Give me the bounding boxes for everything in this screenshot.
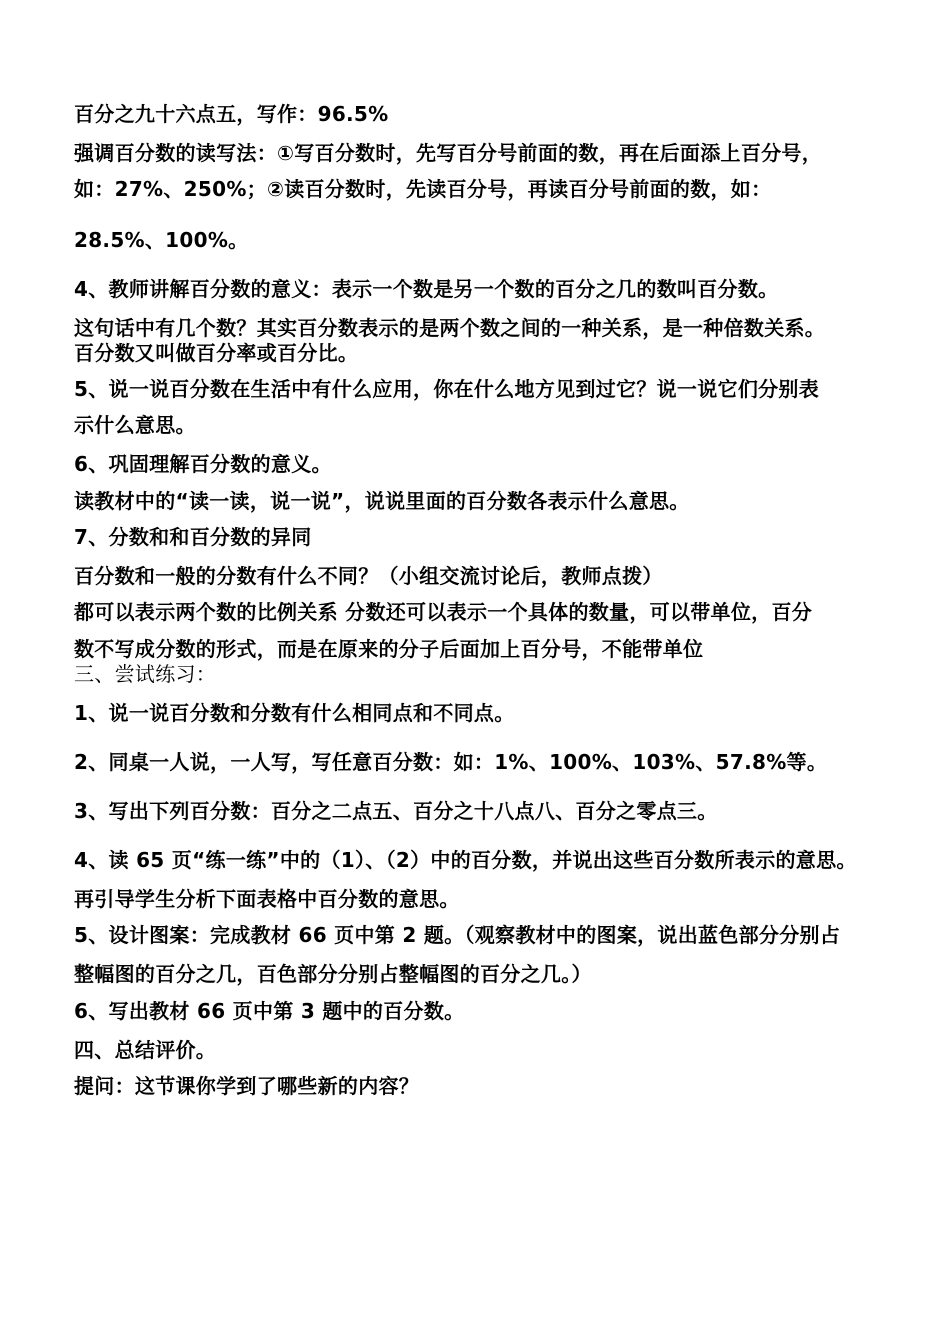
text-line-22: 5、设计图案：完成教材 66 页中第 2 题。（观察教材中的图案，说出蓝色部分分别占	[74, 923, 841, 947]
text-line-18: 2、同桌一人说，一人写，写任意百分数：如：1%、100%、103%、57.8%等。	[74, 750, 828, 774]
text-line-26: 提问：这节课你学到了哪些新的内容？	[74, 1074, 420, 1098]
text-line-23: 整幅图的百分之几，百色部分分别占整幅图的百分之几。）	[74, 962, 592, 986]
text-line-21: 再引导学生分析下面表格中百分数的意思。	[74, 887, 460, 911]
text-line-14: 都可以表示两个数的比例关系 分数还可以表示一个具体的数量，可以带单位，百分	[74, 600, 813, 624]
text-line-8: 5、说一说百分数在生活中有什么应用，你在什么地方见到过它？说一说它们分别表	[74, 377, 820, 401]
text-line-11: 读教材中的“读一读，说一说”，说说里面的百分数各表示什么意思。	[74, 489, 690, 513]
text-line-12: 7、分数和和百分数的异同	[74, 525, 312, 549]
text-line-5: 4、教师讲解百分数的意义：表示一个数是另一个数的百分之几的数叫百分数。	[74, 277, 779, 301]
text-line-10: 6、巩固理解百分数的意义。	[74, 452, 332, 476]
text-line-9: 示什么意思。	[74, 413, 196, 437]
text-line-19: 3、写出下列百分数：百分之二点五、百分之十八点八、百分之零点三。	[74, 799, 718, 823]
text-line-1: 百分之九十六点五，写作：96.5%	[74, 102, 389, 126]
text-line-4: 28.5%、100%。	[74, 228, 249, 252]
section-heading-practice: 三、尝试练习：	[74, 662, 217, 686]
text-line-24: 6、写出教材 66 页中第 3 题中的百分数。	[74, 999, 465, 1023]
text-line-3: 如：27%、250%；②读百分数时，先读百分号，再读百分号前面的数，如：	[74, 177, 772, 201]
section-heading-summary: 四、总结评价。	[74, 1038, 217, 1062]
text-line-20: 4、读 65 页“练一练”中的（1）、（2）中的百分数，并说出这些百分数所表示的意思。	[74, 848, 857, 872]
text-line-17: 1、说一说百分数和分数有什么相同点和不同点。	[74, 701, 515, 725]
text-line-7: 百分数又叫做百分率或百分比。	[74, 341, 359, 365]
text-line-15: 数不写成分数的形式，而是在原来的分子后面加上百分号，不能带单位	[74, 637, 704, 661]
text-line-2: 强调百分数的读写法：①写百分数时，先写百分号前面的数，再在后面添上百分号，	[74, 141, 823, 165]
text-line-13: 百分数和一般的分数有什么不同？（小组交流讨论后，教师点拨）	[74, 564, 663, 588]
text-line-6: 这句话中有几个数？其实百分数表示的是两个数之间的一种关系，是一种倍数关系。	[74, 316, 826, 340]
